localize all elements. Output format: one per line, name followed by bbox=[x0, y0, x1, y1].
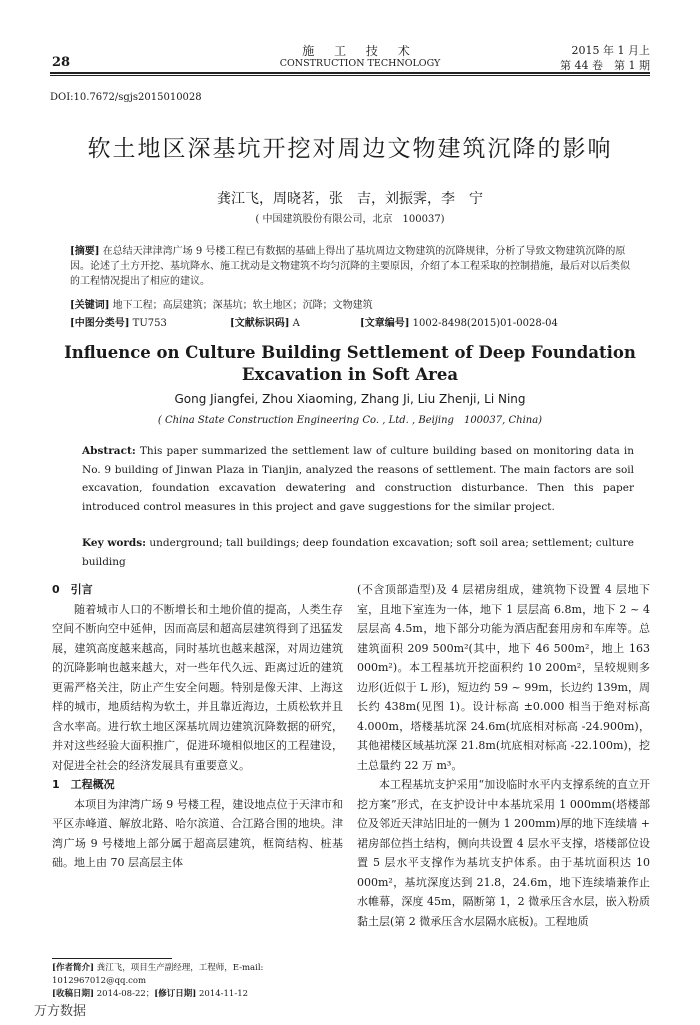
article-label: [文章编号] bbox=[360, 318, 410, 329]
clc-value: TU753 bbox=[132, 318, 167, 329]
article-number bbox=[360, 314, 558, 329]
body-right-column bbox=[357, 580, 650, 931]
footnote-author bbox=[52, 962, 343, 988]
abstract-cn-label: [摘要] bbox=[70, 246, 100, 257]
revised-label: [修订日期] bbox=[154, 989, 197, 999]
authors-en: Gong Jiangfei, Zhou Xiaoming, Zhang Ji, Liu Zhenji, Li Ning bbox=[174, 392, 526, 406]
footnote-rule bbox=[52, 958, 172, 959]
keywords-cn bbox=[70, 296, 632, 311]
abstract-cn-text: 在总结天津津湾广场 9 号楼工程已有数据的基础上得出了基坑周边文物建筑的沉降规律，分析了导致文物建筑沉降的原因。论述了土方开挖、基坑降水、施工扰动是文物建筑不均匀沉降的主要原因，介绍了本工程采取的控制措施，最后对以后类似的工程情况提出了相应的建议。 bbox=[70, 246, 630, 287]
revised-date: 2014-11-12 bbox=[199, 989, 249, 999]
keywords-en-text: underground; tall buildings; deep foundation excavation; soft soil area; settlement; culture building bbox=[82, 537, 634, 568]
doi: DOI:10.7672/sgjs2015010028 bbox=[50, 92, 202, 103]
page-number: 28 bbox=[52, 55, 71, 70]
affiliation-en: ( China State Construction Engineering Co. , Ltd. , Beijing 100037, China) bbox=[157, 415, 543, 426]
watermark: 万方数据 bbox=[34, 1004, 87, 1019]
keywords-cn-label: [关键词] bbox=[70, 300, 110, 311]
header-rule-thin bbox=[50, 75, 650, 76]
authors-cn: 龚江飞，周晓茗，张 吉，刘振霁，李 宁 bbox=[217, 191, 483, 207]
title-en: Influence on Culture Building Settlement of Deep Foundation Excavation in Soft Area bbox=[64, 343, 636, 384]
paragraph-intro: 随着城市人口的不断增长和土地价值的提高，人类生存空间不断向空中延伸，因而高层和超高层建筑得到了迅猛发展，建筑高度越来越高，同时基坑也越来越深，对周边建筑的沉降影响也越来越大，对一些年代久远、距离过近的建筑更需严格关注，防止产生安全问题。特别是像天津、上海这样的城市，地质结构为软土，并且靠近海边，土质松软并且含水率高。进行软土地区深基坑周边建筑沉降数据的研究，并对这些经验大面积推广，促进环境相似地区的工程建设，对促进全社会的经济发展具有重要意义。 bbox=[52, 602, 343, 772]
article-value: 1002-8498(2015)01-0028-04 bbox=[412, 318, 558, 329]
paragraph-overview-cont: (不含顶部造型)及 4 层裙房组成，建筑物下设置 4 层地下室，且地下室连为一体，地下 1 层层高 6.8m，地下 2 ~ 4 层层高 4.5m，地下部分功能为酒店配套用房和车库等。总建筑面积 209 500m²(其中，地下 46 500m²，地上 163 000m²)。本工程基坑开挖面积约 10 200m²，呈较规则多边形(近似于 L 形)，短边约 59 ~ 99m，长边约 139m，周长约 438m(见图 1)。设计标高 ±0.000 相当于绝对标高 4.000m，塔楼基坑深 24.6m(坑底相对标高 -24.900m)，其他裙楼区域基坑深 21.8m(坑底相对标高 -22.100m)，挖土总量约 22 万 m³。 bbox=[357, 583, 650, 772]
document-code bbox=[230, 314, 300, 329]
title-cn: 软土地区深基坑开挖对周边文物建筑沉降的影响 bbox=[87, 136, 613, 162]
keywords-en bbox=[82, 534, 634, 571]
clc-number bbox=[70, 314, 167, 329]
footnote bbox=[52, 962, 343, 1001]
paragraph-support: 本工程基坑支护采用“加设临时水平内支撑系统的直立开挖方案”形式，在支护设计中本基坑采用 1 000mm(塔楼部位及邻近天津站旧址的一侧为 1 200mm)厚的地下连续墙 + 裙房部位挡土结构，侧向共设置 4 层水平支撑，塔楼部位设置 5 层水平支撑作为基坑支护体系。由于基坑面积达 10 000m²，基坑深度达到 21.8，24.6m，地下连续墙兼作止水帷幕，深度 45m，隔断第 1，2 微承压含水层，嵌入粉质黏土层(第 2 微承压含水层隔水底板)。工程地质 bbox=[357, 778, 650, 928]
section-heading-overview: 1 工程概况 bbox=[52, 778, 115, 791]
received-label: [收稿日期] bbox=[52, 989, 95, 999]
keywords-cn-text: 地下工程；高层建筑；深基坑；软土地区；沉降；文物建筑 bbox=[112, 300, 373, 311]
journal-title-en: CONSTRUCTION TECHNOLOGY bbox=[279, 58, 441, 69]
footnote-author-text: 龚江飞，项目生产副经理，工程师，E-mail: 1012967012@qq.com bbox=[52, 963, 264, 986]
footnote-author-label: [作者简介] bbox=[52, 963, 95, 973]
keywords-en-label: Key words: bbox=[82, 537, 147, 549]
doc-value: A bbox=[292, 318, 300, 329]
body-left-column bbox=[52, 580, 343, 873]
section-heading-intro: 0 引言 bbox=[52, 583, 93, 596]
received-date: 2014-08-22； bbox=[96, 989, 155, 999]
affiliation-cn: ( 中国建筑股份有限公司，北京 100037) bbox=[255, 214, 445, 225]
abstract-en-label: Abstract: bbox=[82, 445, 136, 457]
doc-label: [文献标识码] bbox=[230, 318, 290, 329]
abstract-en bbox=[82, 442, 634, 516]
issue-volume: 第 44 卷 第 1 期 bbox=[560, 59, 650, 72]
journal-title-cn: 施 工 技 术 bbox=[302, 44, 418, 58]
clc-label: [中图分类号] bbox=[70, 318, 130, 329]
issue-date: 2015 年 1 月上 bbox=[571, 44, 650, 57]
abstract-cn bbox=[70, 244, 632, 289]
footnote-dates bbox=[52, 988, 343, 1001]
paragraph-overview: 本项目为津湾广场 9 号楼工程，建设地点位于天津市和平区赤峰道、解放北路、哈尔滨道、合江路合围的地块。津湾广场 9 号楼地上部分属于超高层建筑，框筒结构、桩基础。地上由 70 层高层主体 bbox=[52, 797, 343, 869]
header-rule bbox=[50, 72, 650, 74]
abstract-en-text: This paper summarized the settlement law of culture building based on monitoring data in No. 9 building of Jinwan Plaza in Tianjin, analyzed the reasons of settlement. The main factors are soil excavation, foundation excavation dewatering and construction disturbance. Then this paper introduced control measures in this project and gave suggestions for the similar project. bbox=[82, 445, 634, 513]
